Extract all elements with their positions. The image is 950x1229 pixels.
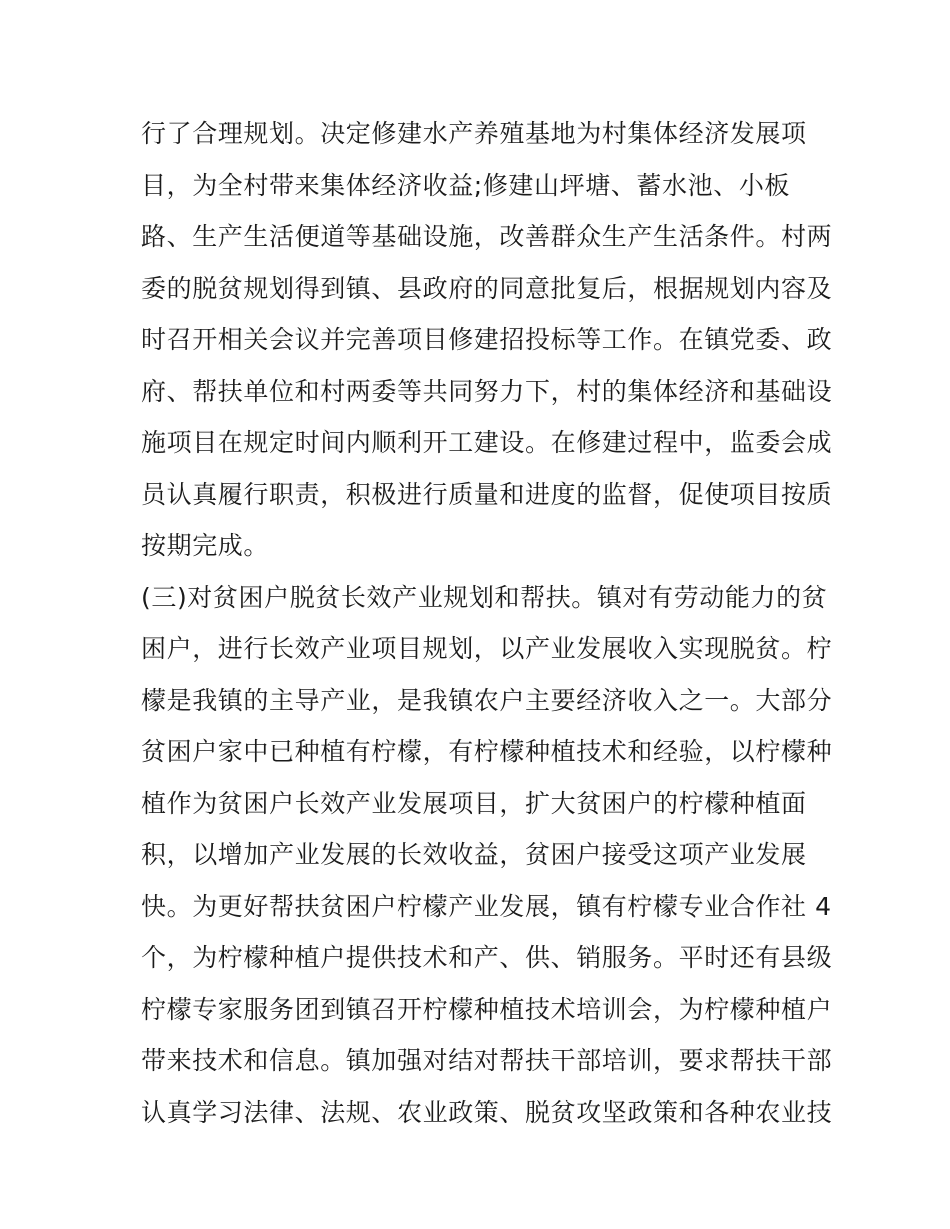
text-line: 认真学习法律、法规、农业政策、脱贫攻坚政策和各种农业技: [141, 1097, 833, 1127]
text-line: 施项目在规定时间内顺利开工建设。在修建过程中，监委会成: [141, 428, 833, 457]
text-line: 目，为全村带来集体经济收益;修建山坪塘、蓄水池、小板: [141, 170, 791, 200]
text-line: 个，为柠檬种植户提供技术和产、供、销服务。平时还有县级: [141, 943, 833, 972]
text-line: 困户，进行长效产业项目规划，以产业发展收入实现脱贫。柠: [141, 634, 833, 663]
text-line: 按期完成。: [141, 531, 270, 560]
text-line: 贫困户家中已种植有柠檬，有柠檬种植技术和经验，以柠檬种: [141, 737, 833, 766]
text-line: 柠檬专家服务团到镇召开柠檬种植技术培训会，为柠檬种植户: [141, 994, 833, 1024]
text-line: 带来技术和信息。镇加强对结对帮扶干部培训，要求帮扶干部: [141, 1046, 833, 1075]
text-line: 快。为更好帮扶贫困户柠檬产业发展，镇有柠檬专业合作社 4: [141, 891, 832, 921]
text-line: 檬是我镇的主导产业，是我镇农户主要经济收入之一。大部分: [141, 685, 833, 715]
text-line: 行了合理规划。决定修建水产养殖基地为村集体经济发展项: [141, 119, 807, 148]
text-line: 路、生产生活便道等基础设施，改善群众生产生活条件。村两: [141, 222, 833, 251]
text-line: 员认真履行职责，积极进行质量和进度的监督，促使项目按质: [141, 479, 833, 509]
text-line: 委的脱贫规划得到镇、县政府的同意批复后，根据规划内容及: [141, 273, 833, 303]
text-line: 府、帮扶单位和村两委等共同努力下，村的集体经济和基础设: [141, 376, 833, 406]
body-text: [141, 108, 833, 1138]
section-heading-line: (三)对贫困户脱贫长效产业规划和帮扶。镇对有劳动能力的贫: [141, 582, 828, 612]
text-line: 时召开相关会议并完善项目修建招投标等工作。在镇党委、政: [141, 325, 833, 354]
text-line: 积，以增加产业发展的长效收益，贫困户接受这项产业发展: [141, 840, 807, 869]
text-line: 植作为贫困户长效产业发展项目，扩大贫困户的柠檬种植面: [141, 788, 807, 818]
